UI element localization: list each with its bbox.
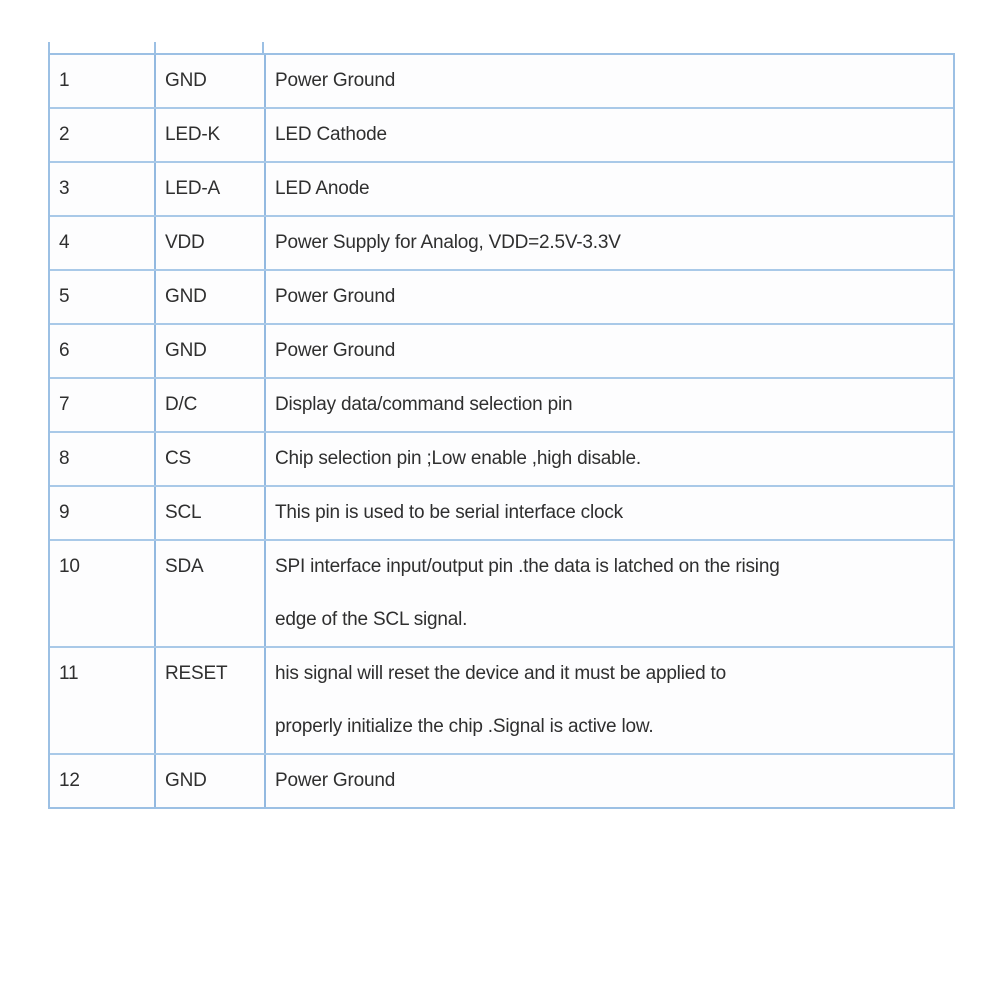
- pin-symbol: LED-K: [165, 124, 220, 145]
- pin-symbol-cell: [154, 648, 264, 753]
- pin-symbol: GND: [165, 770, 207, 791]
- pin-description-cell: [264, 271, 953, 323]
- pin-number-cell: [50, 325, 154, 377]
- pin-description-line: Power Supply for Analog, VDD=2.5V-3.3V: [275, 232, 621, 253]
- pin-symbol: SCL: [165, 502, 202, 523]
- pin-number-cell: [50, 755, 154, 807]
- pin-symbol: LED-A: [165, 178, 220, 199]
- pin-symbol: VDD: [165, 232, 205, 253]
- pin-description-line: Power Ground: [275, 70, 396, 91]
- pin-number: 3: [59, 178, 70, 199]
- pin-description-cell: [264, 55, 953, 107]
- pin-symbol-cell: [154, 217, 264, 269]
- pin-description-line: Power Ground: [275, 286, 396, 307]
- pin-symbol-cell: [154, 271, 264, 323]
- pin-number: 10: [59, 556, 80, 577]
- table-row: [50, 323, 953, 377]
- pin-number-cell: [50, 433, 154, 485]
- pin-number-cell: [50, 541, 154, 646]
- pin-number: 2: [59, 124, 70, 145]
- pin-number: 4: [59, 232, 70, 253]
- table-row: [50, 646, 953, 753]
- pin-symbol-cell: [154, 325, 264, 377]
- table-row: [50, 107, 953, 161]
- table-row: [50, 753, 953, 807]
- pin-number: 1: [59, 70, 70, 91]
- table-row: [50, 485, 953, 539]
- pin-number: 5: [59, 286, 70, 307]
- pin-symbol: GND: [165, 340, 207, 361]
- table-row: [50, 431, 953, 485]
- pin-symbol-cell: [154, 55, 264, 107]
- pin-symbol: D/C: [165, 394, 198, 415]
- pin-description-cell: [264, 487, 953, 539]
- pin-number-cell: [50, 217, 154, 269]
- pin-symbol: RESET: [165, 663, 228, 684]
- pin-description-cell: [264, 379, 953, 431]
- pin-description-line: Display data/command selection pin: [275, 394, 573, 415]
- pin-description-cell: [264, 217, 953, 269]
- pin-symbol-cell: [154, 755, 264, 807]
- pin-description-line: edge of the SCL signal.: [275, 608, 468, 630]
- pin-description-line: LED Anode: [275, 178, 370, 199]
- pin-description-cell: [264, 433, 953, 485]
- pin-description-cell: [264, 163, 953, 215]
- pin-symbol: GND: [165, 70, 207, 91]
- pin-number: 6: [59, 340, 70, 361]
- pin-description-line: Power Ground: [275, 770, 396, 791]
- pin-number-cell: [50, 109, 154, 161]
- pin-symbol-cell: [154, 163, 264, 215]
- pin-symbol-cell: [154, 433, 264, 485]
- pin-number-cell: [50, 648, 154, 753]
- table-row: [50, 269, 953, 323]
- pin-description-cell: [264, 755, 953, 807]
- pin-symbol: CS: [165, 448, 191, 469]
- table-row: [50, 215, 953, 269]
- pin-symbol-cell: [154, 487, 264, 539]
- pin-number: 9: [59, 502, 70, 523]
- pin-description-line: his signal will reset the device and it must be applied to: [275, 663, 726, 684]
- pin-symbol-cell: [154, 109, 264, 161]
- pin-number: 8: [59, 448, 70, 469]
- pin-description-line: SPI interface input/output pin .the data is latched on the rising: [275, 556, 780, 577]
- table-row: [50, 539, 953, 646]
- pin-description-cell: [264, 325, 953, 377]
- pin-symbol-cell: [154, 541, 264, 646]
- pin-description-cell: [264, 648, 953, 753]
- pin-description-cell: [264, 109, 953, 161]
- pin-symbol-cell: [154, 379, 264, 431]
- pin-number-cell: [50, 271, 154, 323]
- pin-description-line: Chip selection pin ;Low enable ,high disable.: [275, 448, 641, 469]
- table-row: [50, 55, 953, 107]
- pin-description-line: Power Ground: [275, 340, 396, 361]
- pin-number: 11: [59, 663, 79, 684]
- pin-number: 7: [59, 394, 70, 415]
- pin-number-cell: [50, 55, 154, 107]
- pin-number: 12: [59, 770, 80, 791]
- pin-number-cell: [50, 163, 154, 215]
- pin-definition-table: [48, 53, 955, 809]
- pin-description-line: This pin is used to be serial interface clock: [275, 502, 623, 523]
- pin-symbol: SDA: [165, 556, 204, 577]
- pin-description-line: properly initialize the chip .Signal is active low.: [275, 715, 654, 737]
- pin-description-line: LED Cathode: [275, 124, 387, 145]
- pin-symbol: GND: [165, 286, 207, 307]
- pin-number-cell: [50, 487, 154, 539]
- pin-description-cell: [264, 541, 953, 646]
- pin-number-cell: [50, 379, 154, 431]
- table-row: [50, 161, 953, 215]
- table-row: [50, 377, 953, 431]
